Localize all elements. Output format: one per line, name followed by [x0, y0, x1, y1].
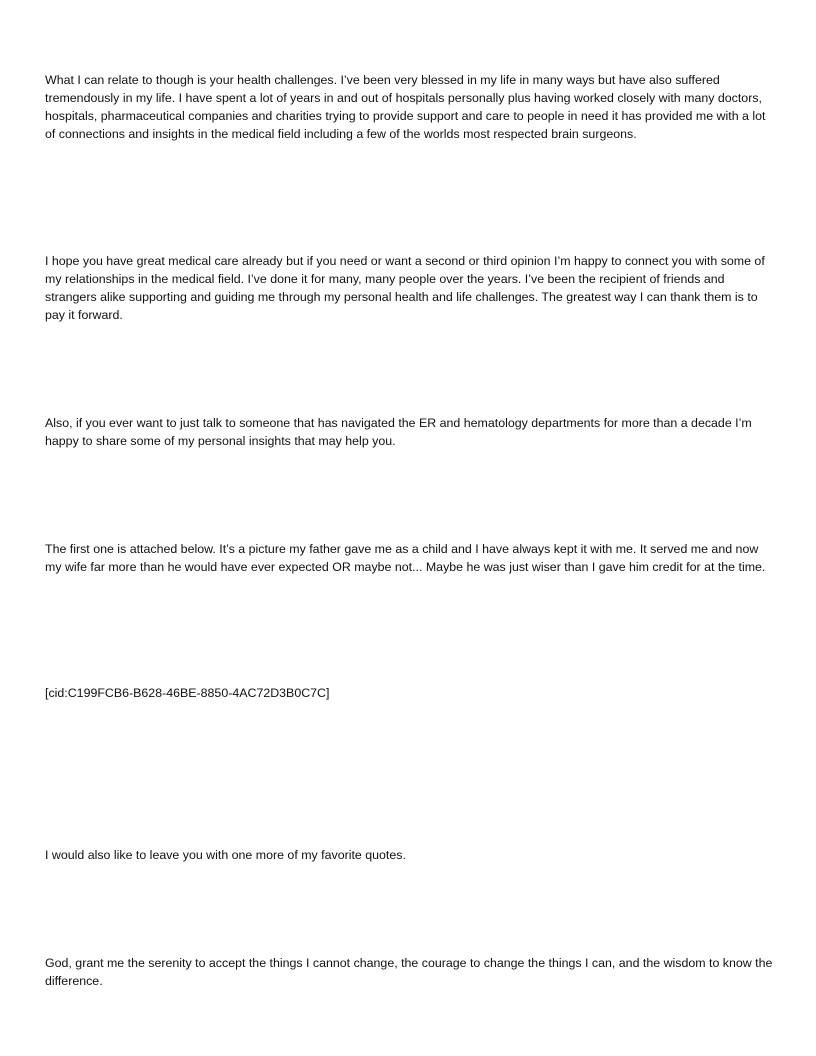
paragraph-serenity-quote: God, grant me the serenity to accept the things I cannot change, the courage to change the things I can, and the wisdom to know the difference. [45, 956, 773, 988]
paragraph-medical-care-offer: I hope you have great medical care already but if you need or want a second or third opinion I’m happy to connect you with some of my relationships in the medical field. I’ve done it for many, many people over the years. I’ve been the recipient of friends and strangers alike supporting and guiding me through my personal health and life challenges. The greatest way I can thank them is to pay it forward. [45, 254, 765, 322]
paragraph-health-challenges: What I can relate to though is your health challenges. I’ve been very blessed in my life in many ways but have also suffered tremendously in my life. I have spent a lot of years in and out of hospitals personally plus having worked closely with many doctors, hospitals, pharmaceutical companies and charities trying to provide support and care to people in need it has provided me with a lot of connections and insights in the medical field including a few of the worlds most respected brain surgeons. [45, 73, 766, 141]
paragraph-quote-intro: I would also like to leave you with one more of my favorite quotes. [45, 848, 406, 862]
attachment-cid-placeholder: [cid:C199FCB6-B628-46BE-8850-4AC72D3B0C7C] [45, 686, 330, 700]
paragraph-talk-offer: Also, if you ever want to just talk to someone that has navigated the ER and hematology departments for more than a decade I’m happy to share some of my personal insights that may help you. [45, 416, 752, 448]
paragraph-attachment-intro: The first one is attached below. It’s a picture my father gave me as a child and I have always kept it with me. It served me and now my wife far more than he would have ever expected OR maybe not... Maybe he was just wiser than I gave him credit for at the time. [45, 542, 766, 574]
